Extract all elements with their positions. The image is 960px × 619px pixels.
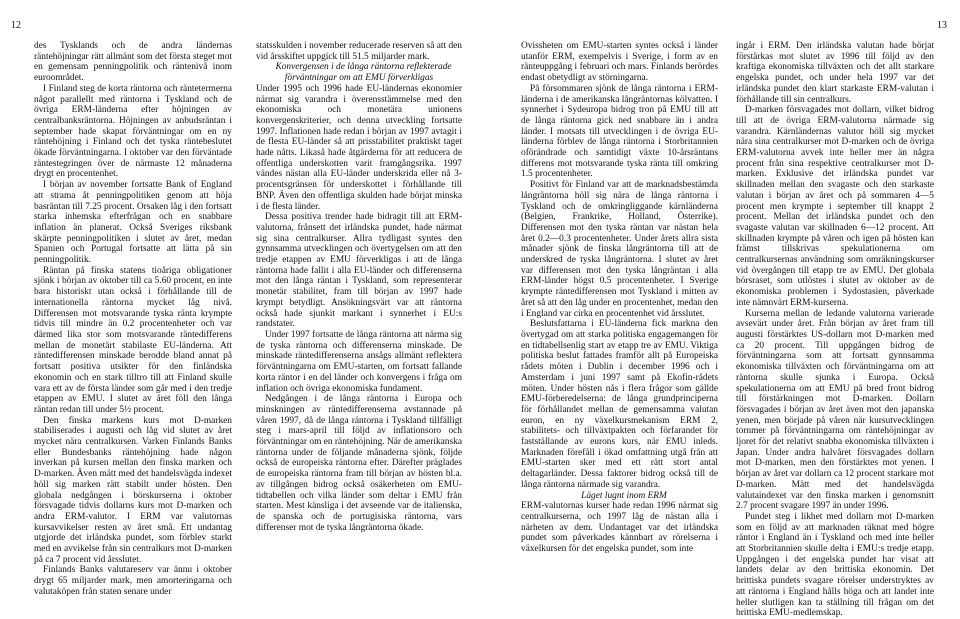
column-1 <box>34 41 232 601</box>
paragraph: Finlands Banks valutareserv var ännu i oktober drygt 65 miljarder mark, men amorteringarna och valutaköpen från staten senare under <box>34 565 232 597</box>
paragraph: Räntan på finska statens tioåriga obligationer sjönk i början av oktober till ca 5.60 procent, en inte bara historiskt utan också i förhållande till de internationella räntorna mycket låg nivå. Differensen mot motsvarande tyska ränta krympte tidvis till mindre än 0.2 procentenheter och var därmed lika stor som motsvarande räntedifferens mellan de monetärt stabilaste EU-länderna. Att räntedifferensen minskade berodde bland annat på fortsatt positiva utsikter för den finländska ekonomin och en stark tilltro till att Finland skulle vara ett av de första länder som går med i den tredje etappen av EMU. I slutet av året föll den långa räntan redan till under 5½ procent. <box>34 265 232 415</box>
paragraph: Den finska markens kurs mot D-marken stabiliserades i augusti och låg vid slutet av året mycket nära centralkursen. Varken Finlands Banks eller Bundesbanks räntehöjning hade någon inverkan på kursen mellan den finska marken och D-marken. Även mätt med det handelsvägda indexet höll sig marken rätt stabilt under hösten. Den globala nedgången i börskurserna i oktober försvagade tidvis dollarns kurs mot D-marken och andra ERM-valutor. I ERM var valutornas kursavvikelser resten av året små. Ett undantag utgjorde det irländska pundet, som förblev starkt med en avvikelse från sin centralkurs mot D-marken på ca 7 procent vid årsslutet. <box>34 415 232 565</box>
paragraph: D-marken försvagades mot dollarn, vilket bidrog till att de övriga ERM-valutorna närmade sig varandra. Kärnländernas valutor höll sig mycket nära sina centralkurser mot D-marken och de övriga ERM-valutorna avvek inte heller mer än några procent från sina respektive centralkurser mot D-marken. Exklusive det irländska pundet var skillnaden mellan den svagaste och den starkaste valutan i början av året och på sommaren 4—5 procent men krympte i september till knappt 2 procent. Mellan det irländska pundet och den svagaste valutan var skillnaden 6—12 procent. Att skillnaden krympte på våren och igen på hösten kan främst tillskrivas spekulationerna om centralkursernas användning som omräkningskurser vid övergången till etapp tre av EMU. Det globala börsraset, som utlöstes i slutet av oktober av de ekonomiska problemen i Sydostasien, påverkade inte nämnvärt ERM-kurserna. <box>736 105 934 308</box>
paragraph: I början av november fortsatte Bank of England att strama åt penningpolitiken genom att höja basräntan till 7.25 procent. Orsaken låg i den fortsatt starka inhemska efterfrågan och en snabbare inflation än planerat. Också Sveriges riksbank skärpte penningpolitiken i slutet av året, medan Spanien och Portugal fortsatte att lätta på sin penningpolitik. <box>34 180 232 266</box>
page-number-right: 13 <box>937 20 947 31</box>
paragraph: På försommaren sjönk de långa räntorna i ERM-länderna i de amerikanska långräntornas kölvatten. I synnerhet i Sydeuropa bidrog tron på EMU till att de långa räntorna gick ned snabbare än i andra länder. I motsats till utvecklingen i de övriga EU-länderna förblev de långa räntorna i Storbritannien oförändrade och samtidigt växte 10-årsräntans differens mot motsvarande tyska ränta till omkring 1.5 procentenheter. <box>521 83 718 180</box>
paragraph: ingår i ERM. Den irländska valutan hade börjat förstärkas mot slutet av 1996 till följd av den kraftiga ekonomiska tillväxten och det allt starkare engelska pundet, och under hela 1997 var det irländska pundet den klart starkaste ERM-valutan i förhållande till sin centralkurs. <box>736 41 934 105</box>
paragraph: des Tysklands och de andra ländernas räntehöjningar rätt allmänt som det första steget mot en gemensam penningpolitik och räntenivå inom euroområdet. <box>34 41 232 84</box>
paragraph: Pundet steg i likhet med dollarn mot D-marken som en följd av att marknaden räknat med högre räntor i England än i Tyskland och med inte heller att Storbritannien skulle delta i EMU:s tredje etapp. Uppgången i det engelska pundet har visat att landets delar av den brittiska ekonomin. Det brittiska pundets svagare rörelser understryktes av att räntorna i England hålls höga och att landet inte heller slutligen kan ta ställning till frågan om det brittiska EMU-medlemskap. <box>736 511 934 619</box>
paragraph: Ovissheten om EMU-starten syntes också i länder utanför ERM, exempelvis i Sverige, i form av en ränteuppgång i februari och mars. Finlands berördes endast obetydligt av störningarna. <box>521 41 718 84</box>
paragraph: ERM-valutornas kurser hade redan 1996 närmat sig centralkurserna, och 1997 låg de nästan alla i närheten av dem. Undantaget var det irländska pundet som påverkades kännbart av rörelserna i växelkursen för det engelska pundet, som inte <box>521 501 718 555</box>
paragraph: statsskulden i november reducerade reserven så att den vid årsskiftet uppgick till 51.5 miljarder mark. <box>256 41 462 62</box>
paragraph: Under 1997 fortsatte de långa räntorna att närma sig de tyska räntorna och differenserna minskade. De minskade räntedifferenserna ansågs allmänt reflektera förväntningarna om EMU-starten, om fortsatt fallande korta räntor i en del länder och konvergens i fråga om inflation och övriga ekonomiska fundament. <box>256 329 462 394</box>
paragraph: Dessa positiva trender hade bidragit till att ERM-valutorna, frånsett det irländska pundet, hade närmat sig sina centralkurser. Allra tydligast syntes den gynnsamma utvecklingen och övertygelsen om att den tredje etappen av EMU förverkligas i att de långa räntorna hade fallit i alla EU-länder och differenserna mot den långa räntan i Tyskland, som representerar monetär stabilitet, fram till början av 1997 hade krympt betydligt. Ansökningsvärt var att räntorna också hade sjunkit markant i synnerhet i EU:s randstater. <box>256 212 462 330</box>
paragraph: Nedgången i de långa räntorna i Europa och minskningen av räntedifferenserna avstannade på våren 1997, då de långa räntorna i Tyskland tillfälligt steg i mars-april till följd av inflationsoro och förväntningar om en räntehöjning. När de amerikanska räntorna under de följande månaderna sjönk, följde också de europeiska räntorna efter. Därefter präglades de europeiska räntorna fram till början av hösten bl.a. av tillgången bidrog också osäkerheten om EMU-tidtabellen och vilka länder som deltar i EMU från starten. Mest känsliga i det avseende var de italienska, de spanska och de portugisiska räntorna, vars differenser mot de tyska långräntorna ökade. <box>256 394 462 533</box>
column-3 <box>521 41 718 601</box>
section-heading: Läget lugnt inom ERM <box>581 490 667 501</box>
column-4 <box>736 41 934 619</box>
paragraph: I Finland steg de korta räntorna och räntetermerna något parallellt med räntorna i Tyskland och de övriga ERM-länderna efter höjningen av centralbanksräntorna. Höjningen av anbudsräntan i september hade skapat förväntningar om en ny räntehöjning i Finland och det tyska räntebeslutet ökade förväntningarna. I oktober var den förväntade räntestegringen över de närmaste 12 månaderna drygt en procentenhet. <box>34 83 232 180</box>
page-number-left: 12 <box>11 20 21 31</box>
paragraph: Kurserna mellan de ledande valutorna varierade avsevärt under året. Från början av året fram till augusti förstärktes US-dollarn mot D-marken med ca 20 procent. Till uppgången bidrog de förväntningarna som att fortsatt gynnsamma ekonomiska tillväxten och förväntningarna om att räntorna skulle sjunka i Europa. Också spekulationerna om att EMU på bred front bidrog till förstärkningen mot D-marken. Dollarn försvagades i början av året även mot den japanska yenen, men började på våren när kursutvecklingen tornmer på förväntningarna om räntehöjningar av ljoret för det relativt snabba ekonomiska tillväxten i Japan. Under andra halvåret försvagades dollarn mot D-marken, men den förstärktes mot yenen. I början av året var dollarn ca 12 procent starkare mot D-marken. Mätt med det handelsvägda valutaindexet var den finska marken i genomsnitt 2.7 procent svagare 1997 än under 1996. <box>736 308 934 512</box>
pull-quote: Konvergensen i de långa räntorna reflekterade förväntningar om att EMU förverkligas <box>275 62 452 84</box>
paragraph: Under 1995 och 1996 hade EU-ländernas ekonomier närmat sig varandra i överensstämmelse med den ekonomiska och monetära unionens konvergenskriterier, och denna utveckling fortsatte 1997. Inflationen hade redan i början av 1997 avtagit i de flesta EU-länder så att prisstabilitet praktiskt taget hade nåtts. Likaså hade åtgärderna för att reducera de offentliga underskotten varit framgångsrika. 1997 vändes nästan alla EU-länder underskrida eller nå 3-procentsgränsen för underskottet i förhållande till BNP. Även den offentliga skulden hade börjat minska i de flesta länder. <box>256 83 462 212</box>
column-2 <box>256 41 462 601</box>
paragraph: Beslutsfattarna i EU-länderna fick markna den övertygad om att starka politiska engagemangen för en tidtabellsenlig start av etapp tre av EMU. Viktiga politiska beslut fattades framför allt på Europeiska rådets möten i Dublin i december 1996 och i Amsterdam i juni 1997 samt på Ekofin-rådets möten. Under hösten nås i flera frågor som gällde EMU-förberedelserna: de långa grundprinciperna för förhållandet mellan de gemensamma valutan euron, en ny växelkursmekanism ERM 2, stabilitets- och tillväxtpakten och förfarandet för fastställande av eurons kurs, när EMU inleds. Marknaden förefåll i ökad omfattning utgå från att EMU-starten sker med ett rätt stort antal deltagarländer. Dessa faktorer bidrog också till de långa räntorna närmade sig varandra. <box>521 319 718 490</box>
paragraph: Positivt för Finland var att de marknadsbestämda långräntorna höll sig nära de långa räntorna i Tyskland och de omkringliggande kärnländerna (Belgien, Frankrike, Holland, Österrike). Differensen mot den tyska räntan var nästan hela året 0.2—0.3 procentenheter. Under årets allra sista månader sjönk de finska långräntorna till att de underskred de tyska långräntorna. I slutet av året var differensen mot den tyska långräntan i alla ERM-länder högst 0.5 procentenheter. I Sverige krympte räntedifferensen mot Tyskland i mitten av året så att den låg under en procentenhet, medan den i England var cirka en procentenhet vid årsslutet. <box>521 180 718 319</box>
